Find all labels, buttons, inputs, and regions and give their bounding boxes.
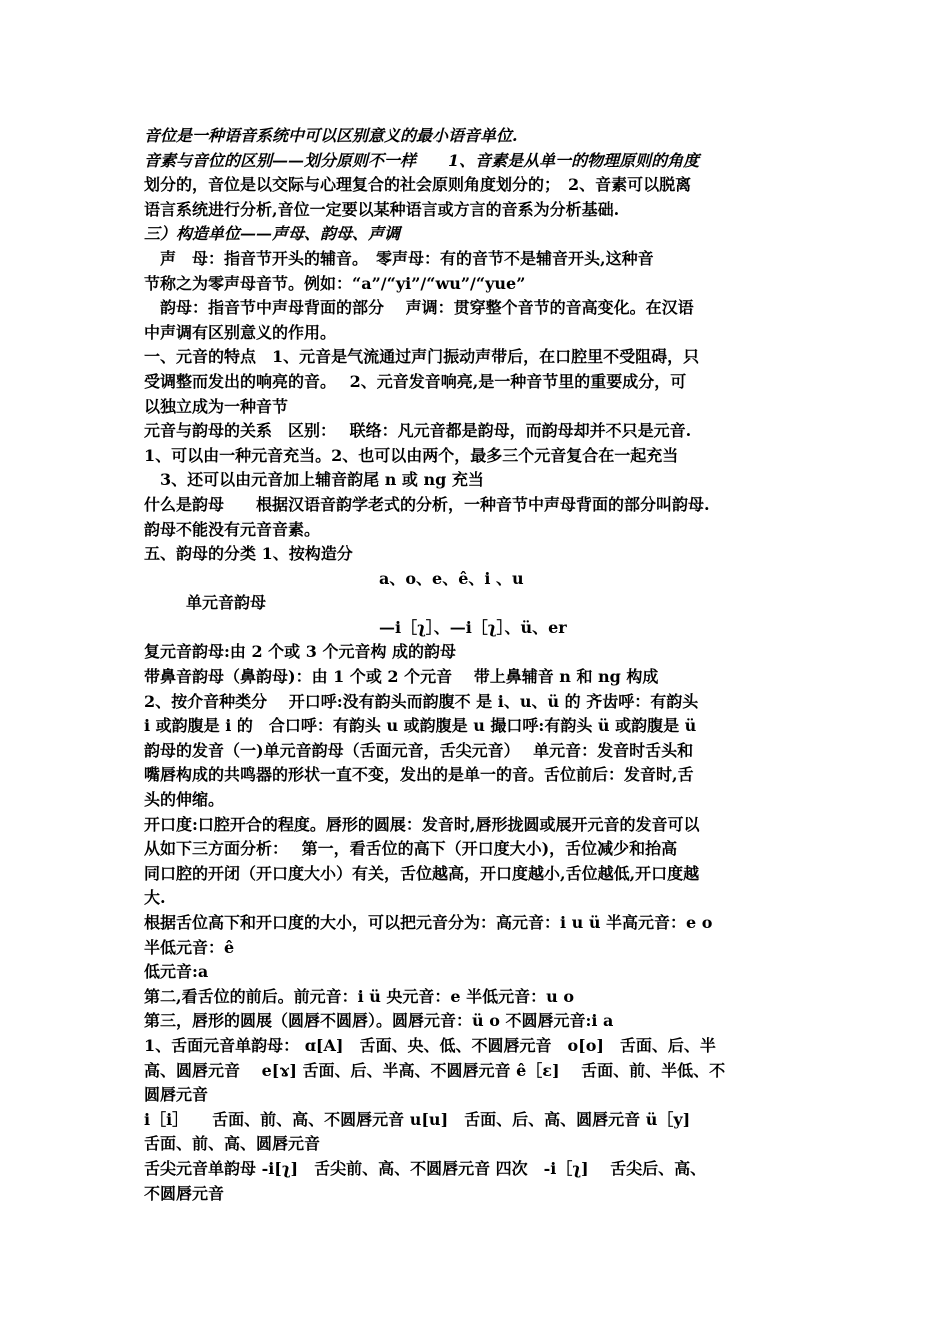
- text-line: 1、舌面元音单韵母： ɑ[A] 舌面、央、低、不圆唇元音 o[o] 舌面、后、半: [144, 1035, 716, 1055]
- text-line: 大.: [144, 888, 166, 908]
- text-line: 声 母：指音节开头的辅音。 零声母：有的音节不是辅音开头,这种音: [144, 248, 654, 268]
- text-line: 舌面、前、高、圆唇元音: [144, 1134, 321, 1154]
- text-line: 根据舌位高下和开口度的大小，可以把元音分为：高元音：i u ü 半高元音：e o: [144, 913, 713, 932]
- text-line: 带鼻音韵母（鼻韵母)：由 1 个或 2 个元音 带上鼻辅音 n 和 ng 构成: [144, 667, 659, 687]
- text-line: 第三，唇形的圆展（圆唇不圆唇）。圆唇元音：ü o 不圆唇元音:i a: [144, 1011, 614, 1031]
- text-line: 音位是一种语音系统中可以区别意义的最小语音单位.: [144, 126, 518, 145]
- document-body: [144, 124, 816, 1206]
- text-line: 1、可以由一种元音充当。2、也可以由两个，最多三个元音复合在一起充当: [144, 445, 679, 465]
- text-line: 音素与音位的区别——划分原则不一样 1、音素是从单一的物理原则的角度: [144, 150, 700, 170]
- text-line: 韵母的发音（一)单元音韵母（舌面元音，舌尖元音） 单元音：发音时舌头和: [144, 740, 694, 760]
- text-line: i［i］ 舌面、前、高、不圆唇元音 u[u] 舌面、后、高、圆唇元音 ü［y]: [144, 1109, 691, 1129]
- text-line: 低元音:a: [144, 962, 209, 982]
- text-line: 嘴唇构成的共鸣器的形状一直不变，发出的是单一的音。舌位前后：发音时,舌: [144, 765, 694, 785]
- text-line: 什么是韵母 根据汉语音韵学老式的分析，一种音节中声母背面的部分叫韵母.: [144, 494, 710, 514]
- text-line: 高、圆唇元音 e[ɤ] 舌面、后、半高、不圆唇元音 ê［ɛ] 舌面、前、半低、不: [144, 1060, 726, 1080]
- text-line: 同口腔的开闭（开口度大小）有关，舌位越高，开口度越小,舌位越低,开口度越: [144, 863, 700, 883]
- text-line: i 或韵腹是 i 的 合口呼：有韵头 u 或韵腹是 u 撮口呼:有韵头 ü 或韵腹是 ü: [144, 716, 697, 736]
- text-line: 划分的，音位是以交际与心理复合的社会原则角度划分的； 2、音素可以脱离: [144, 175, 692, 195]
- text-line: 第二,看舌位的前后。前元音：i ü 央元音：e 半低元音：u o: [144, 986, 575, 1006]
- text-line: 以独立成为一种音节: [144, 396, 289, 416]
- text-line: 中声调有区别意义的作用。: [144, 322, 337, 342]
- text-line: 韵母：指音节中声母背面的部分 声调：贯穿整个音节的音高变化。在汉语: [144, 298, 694, 318]
- text-line: 节称之为零声母音节。例如：“a”/“yi”/“wu”/“yue”: [144, 273, 526, 293]
- text-line: 开口度:口腔开合的程度。唇形的圆展：发音时,唇形拢圆或展开元音的发音可以: [144, 814, 700, 834]
- text-line: 半低元音：ê: [144, 937, 235, 957]
- text-line: 2、按介音种类分 开口呼:没有韵头而韵腹不 是 i、u、ü 的 齐齿呼：有韵头: [144, 691, 699, 711]
- text-line: 3、还可以由元音加上辅音韵尾 n 或 ng 充当: [144, 470, 484, 490]
- text-line: 头的伸缩。: [144, 790, 225, 810]
- section-heading: 三）构造单位——声母、韵母、声调: [144, 224, 401, 244]
- vowel-list: a、o、e、ê、i 、u: [379, 568, 524, 588]
- text-line: 一、元音的特点 1、元音是气流通过声门振动声带后，在口腔里不受阻碍，只: [144, 347, 700, 367]
- section-heading: 五、韵母的分类 1、按构造分: [144, 544, 353, 564]
- text-line: 韵母不能没有元音音素。: [144, 519, 321, 539]
- text-line: 不圆唇元音: [144, 1183, 225, 1203]
- vowel-list: —i［ʅ］、—i［ʅ］、ü、er: [379, 617, 567, 637]
- text-line: 从如下三方面分析： 第一，看舌位的高下（开口度大小)，舌位减少和抬高: [144, 839, 678, 859]
- text-line: 舌尖元音单韵母 -i[ʅ] 舌尖前、高、不圆唇元音 四次 -i［ʅ] 舌尖后、高、: [144, 1158, 707, 1178]
- text-line: 语言系统进行分析,音位一定要以某种语言或方言的音系为分析基础.: [144, 199, 620, 219]
- text-line: 复元音韵母:由 2 个或 3 个元音构 成的韵母: [144, 642, 457, 662]
- text-line: 单元音韵母: [186, 593, 267, 613]
- text-line: 元音与韵母的关系 区别： 联络：凡元音都是韵母，而韵母却并不只是元音.: [144, 421, 692, 441]
- text-line: 圆唇元音: [144, 1085, 209, 1105]
- text-line: 受调整而发出的响亮的音。 2、元音发音响亮,是一种音节里的重要成分，可: [144, 371, 687, 391]
